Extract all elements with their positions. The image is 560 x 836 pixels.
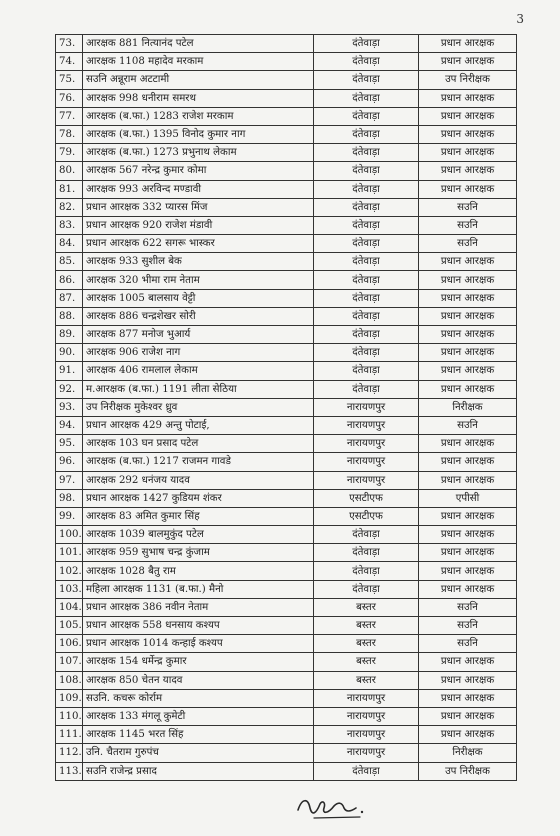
name-cell: आरक्षक 959 सुभाष चन्द्र कुंजाम [83, 544, 314, 562]
rank-cell: प्रधान आरक्षक [419, 144, 517, 162]
name-cell: आरक्षक 877 मनोज भुआर्य [83, 326, 314, 344]
name-cell: प्रधान आरक्षक 920 राजेश मंडावी [83, 216, 314, 234]
table-row [56, 198, 517, 216]
rank-cell: सउनि [419, 416, 517, 434]
name-cell: आरक्षक 1028 बैतु राम [83, 562, 314, 580]
name-cell: आरक्षक 881 नित्यानंद पटेल [83, 35, 314, 53]
table-row [56, 125, 517, 143]
table-row [56, 326, 517, 344]
district-cell: दंतेवाड़ा [314, 198, 419, 216]
district-cell: नारायणपुर [314, 471, 419, 489]
district-cell: एसटीएफ [314, 507, 419, 525]
rank-cell: प्रधान आरक्षक [419, 89, 517, 107]
name-cell: आरक्षक 1039 बालमुकुंद पटेल [83, 526, 314, 544]
table-row [56, 144, 517, 162]
name-cell: आरक्षक 103 घन प्रसाद पटेल [83, 435, 314, 453]
rank-cell: प्रधान आरक्षक [419, 253, 517, 271]
district-cell: बस्तर [314, 653, 419, 671]
table-row [56, 544, 517, 562]
table-row [56, 107, 517, 125]
table-row [56, 416, 517, 434]
name-cell: उनि. चैतराम गुरुपंच [83, 744, 314, 762]
rank-cell: प्रधान आरक्षक [419, 125, 517, 143]
name-cell: प्रधान आरक्षक 332 प्यारस मिंज [83, 198, 314, 216]
rank-cell: प्रधान आरक्षक [419, 35, 517, 53]
name-cell: आरक्षक 154 धर्मेन्द्र कुमार [83, 653, 314, 671]
table-row [56, 744, 517, 762]
district-cell: नारायणपुर [314, 744, 419, 762]
rank-cell: सउनि [419, 198, 517, 216]
serial-number-cell: 92. [56, 380, 83, 398]
rank-cell: सउनि [419, 598, 517, 616]
district-cell: दंतेवाड़ा [314, 144, 419, 162]
district-cell: बस्तर [314, 671, 419, 689]
rank-cell: सउनि [419, 617, 517, 635]
name-cell: आरक्षक 1005 बालसाय वेट्टी [83, 289, 314, 307]
district-cell: दंतेवाड़ा [314, 71, 419, 89]
rank-cell: सउनि [419, 235, 517, 253]
table-row [56, 598, 517, 616]
rank-cell: प्रधान आरक्षक [419, 689, 517, 707]
district-cell: दंतेवाड़ा [314, 180, 419, 198]
serial-number-cell: 99. [56, 507, 83, 525]
name-cell: आरक्षक 292 धनंजय यादव [83, 471, 314, 489]
serial-number-cell: 91. [56, 362, 83, 380]
district-cell: दंतेवाड़ा [314, 235, 419, 253]
table-row [56, 362, 517, 380]
serial-number-cell: 86. [56, 271, 83, 289]
rank-cell: प्रधान आरक्षक [419, 53, 517, 71]
rank-cell: प्रधान आरक्षक [419, 344, 517, 362]
district-cell: दंतेवाड़ा [314, 162, 419, 180]
rank-cell: प्रधान आरक्षक [419, 726, 517, 744]
serial-number-cell: 89. [56, 326, 83, 344]
serial-number-cell: 97. [56, 471, 83, 489]
table-row [56, 53, 517, 71]
serial-number-cell: 98. [56, 489, 83, 507]
rank-cell: प्रधान आरक्षक [419, 307, 517, 325]
table-row [56, 580, 517, 598]
name-cell: सउनि अन्नूराम अटटामी [83, 71, 314, 89]
name-cell: आरक्षक 406 रामलाल लेकाम [83, 362, 314, 380]
table-row [56, 89, 517, 107]
name-cell: म.आरक्षक (ब.फा.) 1191 लीता सेठिया [83, 380, 314, 398]
table-row [56, 453, 517, 471]
name-cell: आरक्षक (ब.फा.) 1283 राजेश मरकाम [83, 107, 314, 125]
table-row [56, 162, 517, 180]
rank-cell: प्रधान आरक्षक [419, 162, 517, 180]
serial-number-cell: 94. [56, 416, 83, 434]
rank-cell: निरीक्षक [419, 398, 517, 416]
table-row [56, 471, 517, 489]
name-cell: आरक्षक 83 अमित कुमार सिंह [83, 507, 314, 525]
serial-number-cell: 105. [56, 617, 83, 635]
rank-cell: प्रधान आरक्षक [419, 471, 517, 489]
rank-cell: प्रधान आरक्षक [419, 671, 517, 689]
district-cell: नारायणपुर [314, 689, 419, 707]
serial-number-cell: 82. [56, 198, 83, 216]
name-cell: आरक्षक 998 धनीराम समरथ [83, 89, 314, 107]
rank-cell: सउनि [419, 216, 517, 234]
serial-number-cell: 109. [56, 689, 83, 707]
serial-number-cell: 110. [56, 707, 83, 725]
serial-number-cell: 81. [56, 180, 83, 198]
table-row [56, 71, 517, 89]
name-cell: आरक्षक 567 नरेन्द्र कुमार कोमा [83, 162, 314, 180]
district-cell: दंतेवाड़ा [314, 125, 419, 143]
table-row [56, 398, 517, 416]
rank-cell: सउनि [419, 635, 517, 653]
district-cell: दंतेवाड़ा [314, 307, 419, 325]
rank-cell: प्रधान आरक्षक [419, 362, 517, 380]
district-cell: दंतेवाड़ा [314, 107, 419, 125]
table-row [56, 653, 517, 671]
name-cell: आरक्षक 320 भीमा राम नेताम [83, 271, 314, 289]
serial-number-cell: 76. [56, 89, 83, 107]
name-cell: आरक्षक (ब.फा.) 1395 विनोद कुमार नाग [83, 125, 314, 143]
district-cell: दंतेवाड़ा [314, 380, 419, 398]
name-cell: आरक्षक 906 राजेश नाग [83, 344, 314, 362]
district-cell: एसटीएफ [314, 489, 419, 507]
serial-number-cell: 96. [56, 453, 83, 471]
name-cell: आरक्षक 886 चन्द्रशेखर सोरी [83, 307, 314, 325]
rank-cell: प्रधान आरक्षक [419, 271, 517, 289]
district-cell: दंतेवाड़ा [314, 344, 419, 362]
serial-number-cell: 78. [56, 125, 83, 143]
serial-number-cell: 108. [56, 671, 83, 689]
district-cell: बस्तर [314, 598, 419, 616]
table-row [56, 235, 517, 253]
rank-cell: प्रधान आरक्षक [419, 507, 517, 525]
district-cell: दंतेवाड़ा [314, 544, 419, 562]
rank-cell: उप निरीक्षक [419, 71, 517, 89]
rank-cell: उप निरीक्षक [419, 762, 517, 780]
rank-cell: प्रधान आरक्षक [419, 544, 517, 562]
district-cell: नारायणपुर [314, 416, 419, 434]
serial-number-cell: 111. [56, 726, 83, 744]
district-cell: नारायणपुर [314, 726, 419, 744]
table-row [56, 489, 517, 507]
signature-mark [290, 790, 380, 826]
serial-number-cell: 88. [56, 307, 83, 325]
rank-cell: निरीक्षक [419, 744, 517, 762]
rank-cell: प्रधान आरक्षक [419, 380, 517, 398]
serial-number-cell: 100. [56, 526, 83, 544]
serial-number-cell: 80. [56, 162, 83, 180]
serial-number-cell: 84. [56, 235, 83, 253]
name-cell: आरक्षक 1108 महादेव मरकाम [83, 53, 314, 71]
serial-number-cell: 77. [56, 107, 83, 125]
district-cell: दंतेवाड़ा [314, 562, 419, 580]
rank-cell: प्रधान आरक्षक [419, 107, 517, 125]
roster-table [55, 34, 517, 781]
district-cell: दंतेवाड़ा [314, 289, 419, 307]
table-row [56, 526, 517, 544]
name-cell: प्रधान आरक्षक 429 अन्तु पोटाई, [83, 416, 314, 434]
serial-number-cell: 95. [56, 435, 83, 453]
table-row [56, 635, 517, 653]
name-cell: प्रधान आरक्षक 1014 कन्हाई कश्यप [83, 635, 314, 653]
name-cell: आरक्षक (ब.फा.) 1273 प्रभुनाथ लेकाम [83, 144, 314, 162]
table-row [56, 762, 517, 780]
name-cell: प्रधान आरक्षक 386 नवीन नेताम [83, 598, 314, 616]
serial-number-cell: 90. [56, 344, 83, 362]
rank-cell: प्रधान आरक्षक [419, 180, 517, 198]
serial-number-cell: 101. [56, 544, 83, 562]
rank-cell: प्रधान आरक्षक [419, 580, 517, 598]
table-row [56, 344, 517, 362]
name-cell: आरक्षक 933 सुशील बेक [83, 253, 314, 271]
serial-number-cell: 74. [56, 53, 83, 71]
rank-cell: प्रधान आरक्षक [419, 453, 517, 471]
serial-number-cell: 79. [56, 144, 83, 162]
rank-cell: एपीसी [419, 489, 517, 507]
serial-number-cell: 93. [56, 398, 83, 416]
name-cell: आरक्षक 1145 भरत सिंह [83, 726, 314, 744]
rank-cell: प्रधान आरक्षक [419, 562, 517, 580]
serial-number-cell: 73. [56, 35, 83, 53]
table-row [56, 289, 517, 307]
district-cell: नारायणपुर [314, 453, 419, 471]
serial-number-cell: 83. [56, 216, 83, 234]
name-cell: प्रधान आरक्षक 1427 कुडियम शंकर [83, 489, 314, 507]
table-row [56, 726, 517, 744]
district-cell: दंतेवाड़ा [314, 89, 419, 107]
table-row [56, 435, 517, 453]
name-cell: आरक्षक 850 चेतन यादव [83, 671, 314, 689]
serial-number-cell: 107. [56, 653, 83, 671]
serial-number-cell: 106. [56, 635, 83, 653]
name-cell: प्रधान आरक्षक 622 सगरू भास्कर [83, 235, 314, 253]
district-cell: नारायणपुर [314, 398, 419, 416]
table-row [56, 671, 517, 689]
district-cell: दंतेवाड़ा [314, 271, 419, 289]
serial-number-cell: 104. [56, 598, 83, 616]
table-row [56, 562, 517, 580]
district-cell: दंतेवाड़ा [314, 53, 419, 71]
serial-number-cell: 87. [56, 289, 83, 307]
serial-number-cell: 113. [56, 762, 83, 780]
district-cell: दंतेवाड़ा [314, 35, 419, 53]
name-cell: आरक्षक 133 मंगलू कुमेटी [83, 707, 314, 725]
rank-cell: प्रधान आरक्षक [419, 707, 517, 725]
district-cell: दंतेवाड़ा [314, 253, 419, 271]
district-cell: बस्तर [314, 635, 419, 653]
table-row [56, 617, 517, 635]
name-cell: प्रधान आरक्षक 558 धनसाय कश्यप [83, 617, 314, 635]
district-cell: नारायणपुर [314, 707, 419, 725]
rank-cell: प्रधान आरक्षक [419, 326, 517, 344]
table-row [56, 689, 517, 707]
table-row [56, 507, 517, 525]
rank-cell: प्रधान आरक्षक [419, 435, 517, 453]
district-cell: नारायणपुर [314, 435, 419, 453]
table-row [56, 271, 517, 289]
district-cell: दंतेवाड़ा [314, 326, 419, 344]
table-row [56, 707, 517, 725]
district-cell: दंतेवाड़ा [314, 580, 419, 598]
district-cell: दंतेवाड़ा [314, 762, 419, 780]
serial-number-cell: 102. [56, 562, 83, 580]
district-cell: दंतेवाड़ा [314, 526, 419, 544]
table-row [56, 216, 517, 234]
district-cell: बस्तर [314, 617, 419, 635]
table-row [56, 380, 517, 398]
roster-body [56, 35, 517, 781]
name-cell: सउनि. कचरू कोर्राम [83, 689, 314, 707]
table-row [56, 35, 517, 53]
name-cell: उप निरीक्षक मुकेश्वर ध्रुव [83, 398, 314, 416]
table-row [56, 307, 517, 325]
serial-number-cell: 103. [56, 580, 83, 598]
page-number: 3 [516, 12, 524, 26]
serial-number-cell: 75. [56, 71, 83, 89]
table-row [56, 253, 517, 271]
rank-cell: प्रधान आरक्षक [419, 526, 517, 544]
district-cell: दंतेवाड़ा [314, 216, 419, 234]
name-cell: महिला आरक्षक 1131 (ब.फा.) मैनो [83, 580, 314, 598]
district-cell: दंतेवाड़ा [314, 362, 419, 380]
serial-number-cell: 85. [56, 253, 83, 271]
table-row [56, 180, 517, 198]
name-cell: आरक्षक (ब.फा.) 1217 राजमन गावडे [83, 453, 314, 471]
rank-cell: प्रधान आरक्षक [419, 289, 517, 307]
name-cell: आरक्षक 993 अरविन्द मण्डावी [83, 180, 314, 198]
serial-number-cell: 112. [56, 744, 83, 762]
rank-cell: प्रधान आरक्षक [419, 653, 517, 671]
name-cell: सउनि राजेन्द्र प्रसाद [83, 762, 314, 780]
